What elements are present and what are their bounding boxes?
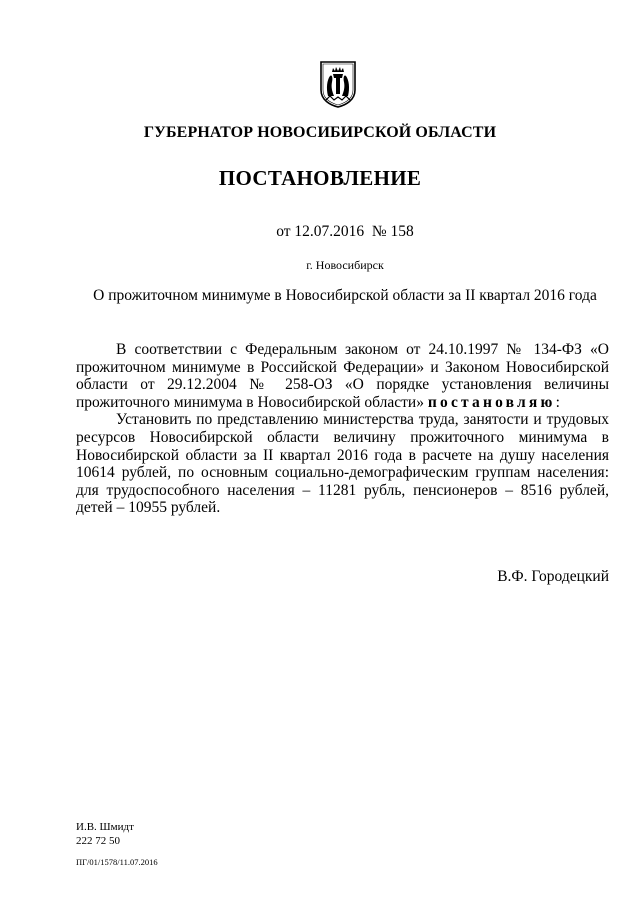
executor-block <box>76 820 134 848</box>
decree-word: постановляю <box>427 393 556 411</box>
issuer-heading: ГУБЕРНАТОР НОВОСИБИРСКОЙ ОБЛАСТИ <box>143 124 497 141</box>
paragraph-resolution: Установить по представлению министерства труда, занятости и трудовых ресурсов Новосибирской области величину прожиточного минимума в Новосибирской области за II квартал 2016 года в расчете на душу населения 10614 рублей, по основным социально-демографическим группам населения: для трудоспособного населения – 11281 рубль, пенсионеров – 8516 рублей, детей – 10955 рублей. <box>76 411 609 517</box>
signature-name: В.Ф. Городецкий <box>497 568 609 585</box>
registration-number: ПГ/01/1578/11.07.2016 <box>76 857 158 867</box>
paragraph-legal-basis-text: В соответствии с Федеральным законом от 24.10.1997 № 134-ФЗ «О прожиточном минимуме в Российской Федерации» и Законом Новосибирской области от 29.12.2004 № 258-ОЗ «О порядке установления величины прожиточного минимума в Новосибирской области» <box>76 341 609 411</box>
executor-phone: 222 72 50 <box>76 835 120 847</box>
document-title: О прожиточном минимуме в Новосибирской области за II квартал 2016 года <box>93 287 597 304</box>
coat-of-arms-icon <box>318 60 358 108</box>
decree-colon: : <box>555 393 560 411</box>
document-date-number: от 12.07.2016 № 158 <box>276 223 414 240</box>
document-city: г. Новосибирск <box>306 258 384 272</box>
paragraph-legal-basis <box>76 341 609 411</box>
document-type: ПОСТАНОВЛЕНИЕ <box>218 166 422 190</box>
document-body <box>76 341 609 517</box>
executor-name: И.В. Шмидт <box>76 821 134 833</box>
